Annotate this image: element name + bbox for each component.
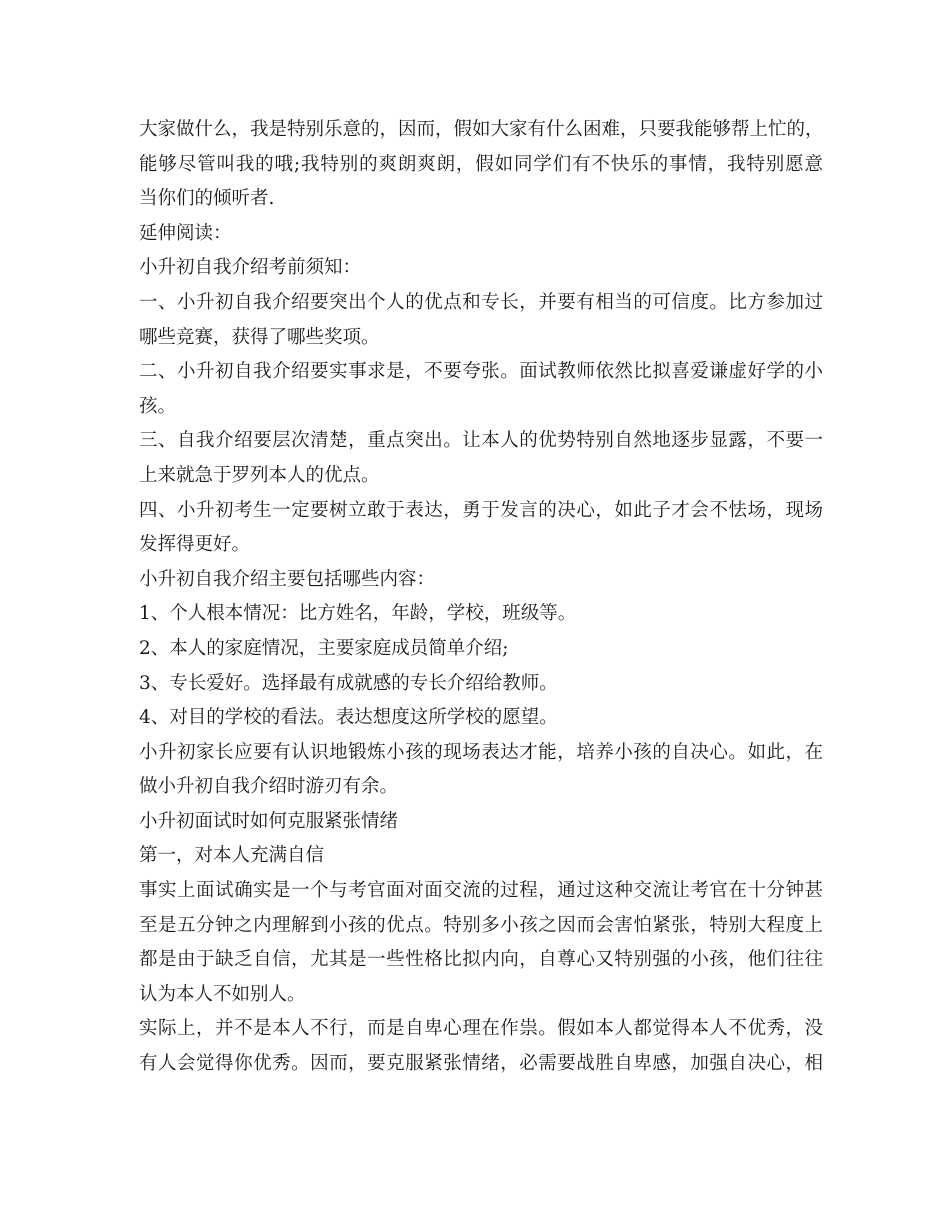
document-body (139, 113, 823, 1082)
text-line: 大家做什么，我是特别乐意的，因而，假如大家有什么困难，只要我能够帮上忙的， (139, 119, 824, 140)
text-line: 一、小升初自我介绍要突出个人的优点和专长，并要有相当的可信度。比方参加过 (139, 291, 823, 313)
text-line: 4、对目的学校的看法。表达想度这所学校的愿望。 (139, 707, 558, 729)
text-line: 当你们的倾听者. (139, 188, 275, 210)
text-line: 小升初自我介绍主要包括哪些内容： (139, 568, 436, 590)
text-line: 实际上，并不是本人不行，而是自卑心理在作祟。假如本人都觉得本人不优秀，没 (139, 1018, 823, 1040)
text-line: 延伸阅读： (139, 222, 232, 244)
text-line: 2、本人的家庭情况，主要家庭成员简单介绍; (139, 637, 509, 659)
text-line: 四、小升初考生一定要树立敢于表达，勇于发言的决心，如此子才会不怯场，现场 (139, 499, 823, 521)
text-line: 小升初自我介绍考前须知： (139, 257, 362, 279)
text-line: 哪些竞赛，获得了哪些奖项。 (139, 326, 380, 348)
text-line: 至是五分钟之内理解到小孩的优点。特别多小孩之因而会害怕紧张，特别大程度上 (139, 914, 823, 936)
text-line: 孩。 (139, 395, 177, 417)
text-line: 小升初面试时如何克服紧张情绪 (139, 810, 399, 832)
text-line: 有人会觉得你优秀。因而，要克服紧张情绪，必需要战胜自卑感，加强自决心，相 (139, 1053, 823, 1075)
text-line: 做小升初自我介绍时游刃有余。 (139, 776, 399, 798)
text-line: 3、专长爱好。选择最有成就感的专长介绍给教师。 (139, 672, 558, 694)
text-line: 事实上面试确实是一个与考官面对面交流的过程，通过这种交流让考官在十分钟甚 (139, 880, 823, 902)
text-line: 小升初家长应要有认识地锻炼小孩的现场表达才能，培养小孩的自决心。如此，在 (139, 741, 823, 763)
text-line: 上来就急于罗列本人的优点。 (139, 464, 380, 486)
text-line: 第一，对本人充满自信 (139, 845, 325, 867)
text-line: 1、个人根本情况：比方姓名，年龄，学校，班级等。 (139, 603, 577, 625)
text-line: 都是由于缺乏自信，尤其是一些性格比拟内向，自尊心又特别强的小孩，他们往往 (139, 949, 823, 971)
text-line: 三、自我介绍要层次清楚，重点突出。让本人的优势特别自然地逐步显露，不要一 (139, 430, 823, 452)
text-line: 发挥得更好。 (139, 534, 251, 556)
text-line: 认为本人不如别人。 (139, 983, 306, 1005)
text-line: 二、小升初自我介绍要实事求是，不要夸张。面试教师依然比拟喜爱谦虚好学的小 (139, 361, 823, 383)
text-line: 能够尽管叫我的哦;我特别的爽朗爽朗，假如同学们有不快乐的事情，我特别愿意 (139, 153, 823, 175)
